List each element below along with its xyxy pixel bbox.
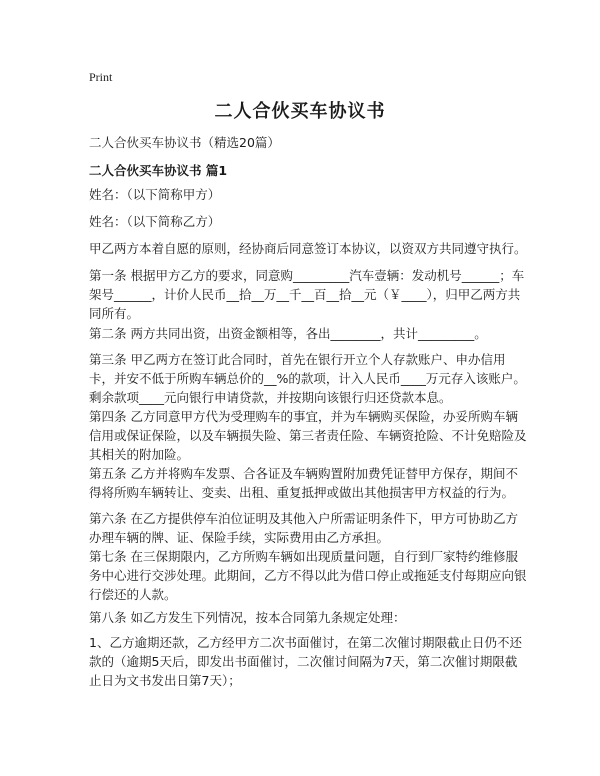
document-title: 二人合伙买车协议书 [214,101,386,122]
article-5-paragraph: 第五条 乙方并将购车发票、合各证及车辆购置附加费凭证替甲方保存，期间不得将所购车辆转让、变卖、出租、重复抵押或做出其他损害甲方权益的行为。 [89,466,518,500]
preamble-paragraph: 甲乙两方本着自愿的原则，经协商后同意签订本协议，以资双方共同遵守执行。 [89,241,527,256]
section-heading: 二人合伙买车协议书 篇1 [89,163,228,178]
article-1-paragraph: 第一条 根据甲方乙方的要求，同意购_________汽车壹辆：发动机号______；车架号______，计价人民币__拾__万__千__百__拾__元（￥____），归甲乙两方共同所有。 [89,268,525,321]
document-subtitle: 二人合伙买车协议书（精选20篇） [89,135,280,150]
party-b-line: 姓名：（以下简称乙方） [89,214,221,229]
clause-1-paragraph: 1、乙方逾期还款，乙方经甲方二次书面催讨，在第二次催讨期限截止日仍不还款的（逾期5天后，即发出书面催讨，二次催讨间隔为7天，第二次催讨期限截止日为文书发出日第7天）； [89,635,522,688]
article-7-paragraph: 第七条 在三保期限内，乙方所购车辆如出现质量问题，自行到厂家特约维修服务中心进行交涉处理。此期间，乙方不得以此为借口停止或拖延支付每期应向银行偿还的人款。 [89,549,527,602]
article-4-paragraph: 第四条 乙方同意甲方代为受理购车的事宜，并为车辆购买保险，办妥所购车辆信用或保证保险，以及车辆损失险、第三者责任险、车辆资抢险、不计免赔险及其相关的附加险。 [89,409,527,462]
article-8-paragraph: 第八条 如乙方发生下列情况，按本合同第九条规定处理： [89,610,406,625]
article-3-paragraph: 第三条 甲乙两方在签订此合同时，首先在银行开立个人存款账户、申办信用卡，并安不低于所购车辆总价的__%的款项，计入人民币____万元存入该账户。剩余款项____元向银行申请贷款，并按期向该银行归还贷款本息。 [89,352,526,405]
party-a-line: 姓名：（以下简称甲方） [89,187,221,202]
article-2-paragraph: 第二条 两方共同出资，出资金额相等，各出________，共计_________。 [89,326,487,341]
article-6-paragraph: 第六条 在乙方提供停车泊位证明及其他入户所需证明条件下，甲方可协助乙方办理车辆的牌、证、保险手续，实际费用由乙方承担。 [89,511,518,545]
print-link[interactable]: Print [89,70,113,84]
